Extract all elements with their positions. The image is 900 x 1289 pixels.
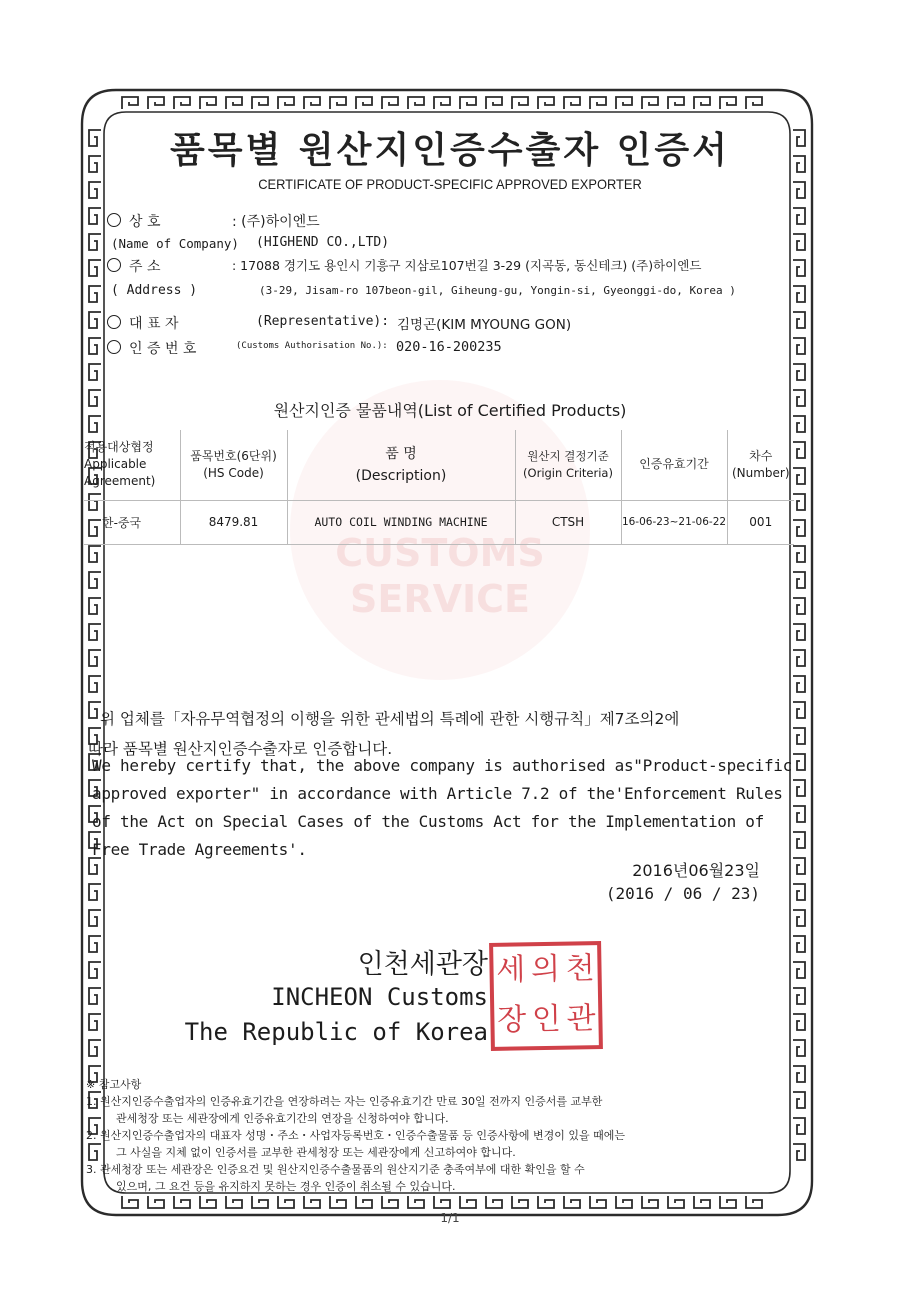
authorisation-label: 인 증 번 호 xyxy=(107,338,196,358)
seal-glyph: 의 xyxy=(530,951,561,988)
bullet-circle-icon xyxy=(107,315,121,329)
header-validity-period: 인증유효기간 xyxy=(621,430,727,500)
cell-origin-criteria: CTSH xyxy=(515,500,621,544)
bullet-circle-icon xyxy=(107,258,121,272)
representative-label: 대 표 자 xyxy=(107,313,178,333)
authorisation-label-en: (Customs Authorisation No.): xyxy=(236,341,388,351)
bullet-circle-icon xyxy=(107,340,121,354)
note-item: 그 사실을 지체 없이 인증서를 교부한 관세청장 또는 세관장에게 신고하여야 합니다. xyxy=(116,1146,516,1159)
notes-heading: ※ 참고사항 xyxy=(86,1078,142,1091)
cell-number: 001 xyxy=(749,515,773,529)
seal-glyph: 장 xyxy=(496,1002,527,1038)
company-label-en: (Name of Company) xyxy=(111,236,239,251)
note-item: 3. 관세청장 또는 세관장은 인증요건 및 원산지인증수출물품의 원산지기준 충족여부에 대한 확인을 할 수 xyxy=(86,1163,585,1176)
note-item: 2. 원산지인증수출업자의 대표자 성명・주소・사업자등록번호・인증수출물품 등 인증사항에 변경이 있을 때에는 xyxy=(86,1129,626,1142)
certification-statement-en: We hereby certify that, the above company is authorised as"Product-specific approved exporter" in accordance with Article 7.2 of the'Enforcement Rules of the Act on Special Cases of the Customs Act for the Implementation of Free Trade Agreements'. xyxy=(92,756,792,859)
header-hs-code: 품목번호(6단위) (HS Code) xyxy=(180,430,287,500)
header-agreement: 적용대상협정 Applicable Agreement) xyxy=(84,430,180,500)
cell-description: AUTO COIL WINDING MACHINE xyxy=(287,500,515,544)
issuer-country: The Republic of Korea xyxy=(184,1018,488,1046)
representative-value: 김명곤(KIM MYOUNG GON) xyxy=(397,317,572,333)
cell-agreement: 한-중국 xyxy=(84,500,180,544)
products-list-title: 원산지인증 물품내역(List of Certified Products) xyxy=(273,401,627,420)
cell-validity-period: 16-06-23~21-06-22 xyxy=(621,500,727,544)
issuer-name-en: INCHEON Customs xyxy=(271,983,488,1011)
cell-hs-code: 8479.81 xyxy=(180,500,287,544)
company-label: 상 호 xyxy=(107,211,161,231)
seal-glyph: 인 xyxy=(531,1001,562,1038)
header-description: 품 명 (Description) xyxy=(287,430,515,500)
issuer-name-kr: 인천세관장 xyxy=(357,949,488,980)
official-seal-stamp xyxy=(489,941,603,1051)
products-header-row xyxy=(84,430,794,500)
address-label-en: ( Address ) xyxy=(111,283,198,298)
issue-date-kr: 2016년06월23일 xyxy=(632,861,760,880)
note-item: 관세청장 또는 세관장에게 인증유효기간의 연장을 신청하여야 합니다. xyxy=(116,1112,449,1125)
seal-glyph: 천 xyxy=(565,951,595,987)
notes-section xyxy=(86,1076,625,1195)
representative-label-en: (Representative): xyxy=(256,314,390,329)
address-label: 주 소 xyxy=(107,256,161,276)
seal-glyph: 세 xyxy=(496,952,526,988)
products-table xyxy=(84,430,794,545)
header-origin-criteria: 원산지 결정기준 (Origin Criteria) xyxy=(515,430,621,500)
address-value-kr: : 17088 경기도 용인시 기흥구 지삼로107번길 3-29 (지곡동, 동신테크) (주)하이엔드 xyxy=(232,258,702,273)
bullet-circle-icon xyxy=(107,213,121,227)
note-item: 1. 원산지인증수출업자의 인증유효기간을 연장하려는 자는 인증유효기간 만료 30일 전까지 인증서를 교부한 xyxy=(86,1095,603,1108)
certificate-title-kr: 품목별 원산지인증수출자 인증서 xyxy=(170,130,730,171)
company-name-kr: : (주)하이엔드 xyxy=(232,214,320,230)
issue-date-en: (2016 / 06 / 23) xyxy=(605,884,760,903)
address-value-en: (3-29, Jisam-ro 107beon-gil, Giheung-gu, Yongin-si, Gyeonggi-do, Korea ) xyxy=(259,284,736,297)
customs-watermark: CUSTOMS SERVICE xyxy=(290,380,590,680)
table-row xyxy=(84,500,794,544)
note-item: 있으며, 그 요건 등을 유지하지 못하는 경우 인증이 취소될 수 있습니다. xyxy=(116,1180,456,1193)
company-name-en: (HIGHEND CO.,LTD) xyxy=(256,235,390,250)
header-number: 차수 (Number) xyxy=(731,448,790,480)
certificate-title-en: CERTIFICATE OF PRODUCT-SPECIFIC APPROVED EXPORTER xyxy=(258,176,642,192)
statement-kr-line1: 위 업체를「자유무역협정의 이행을 위한 관세법의 특례에 관한 시행규칙」제7조의2에 xyxy=(100,710,680,728)
seal-glyph: 관 xyxy=(566,1001,596,1037)
statement-kr-line2: 따라 품목별 원산지인증수출자로 인증합니다. xyxy=(88,740,393,758)
authorisation-value: 020-16-200235 xyxy=(396,339,502,355)
page-number: 1/1 xyxy=(440,1211,460,1225)
